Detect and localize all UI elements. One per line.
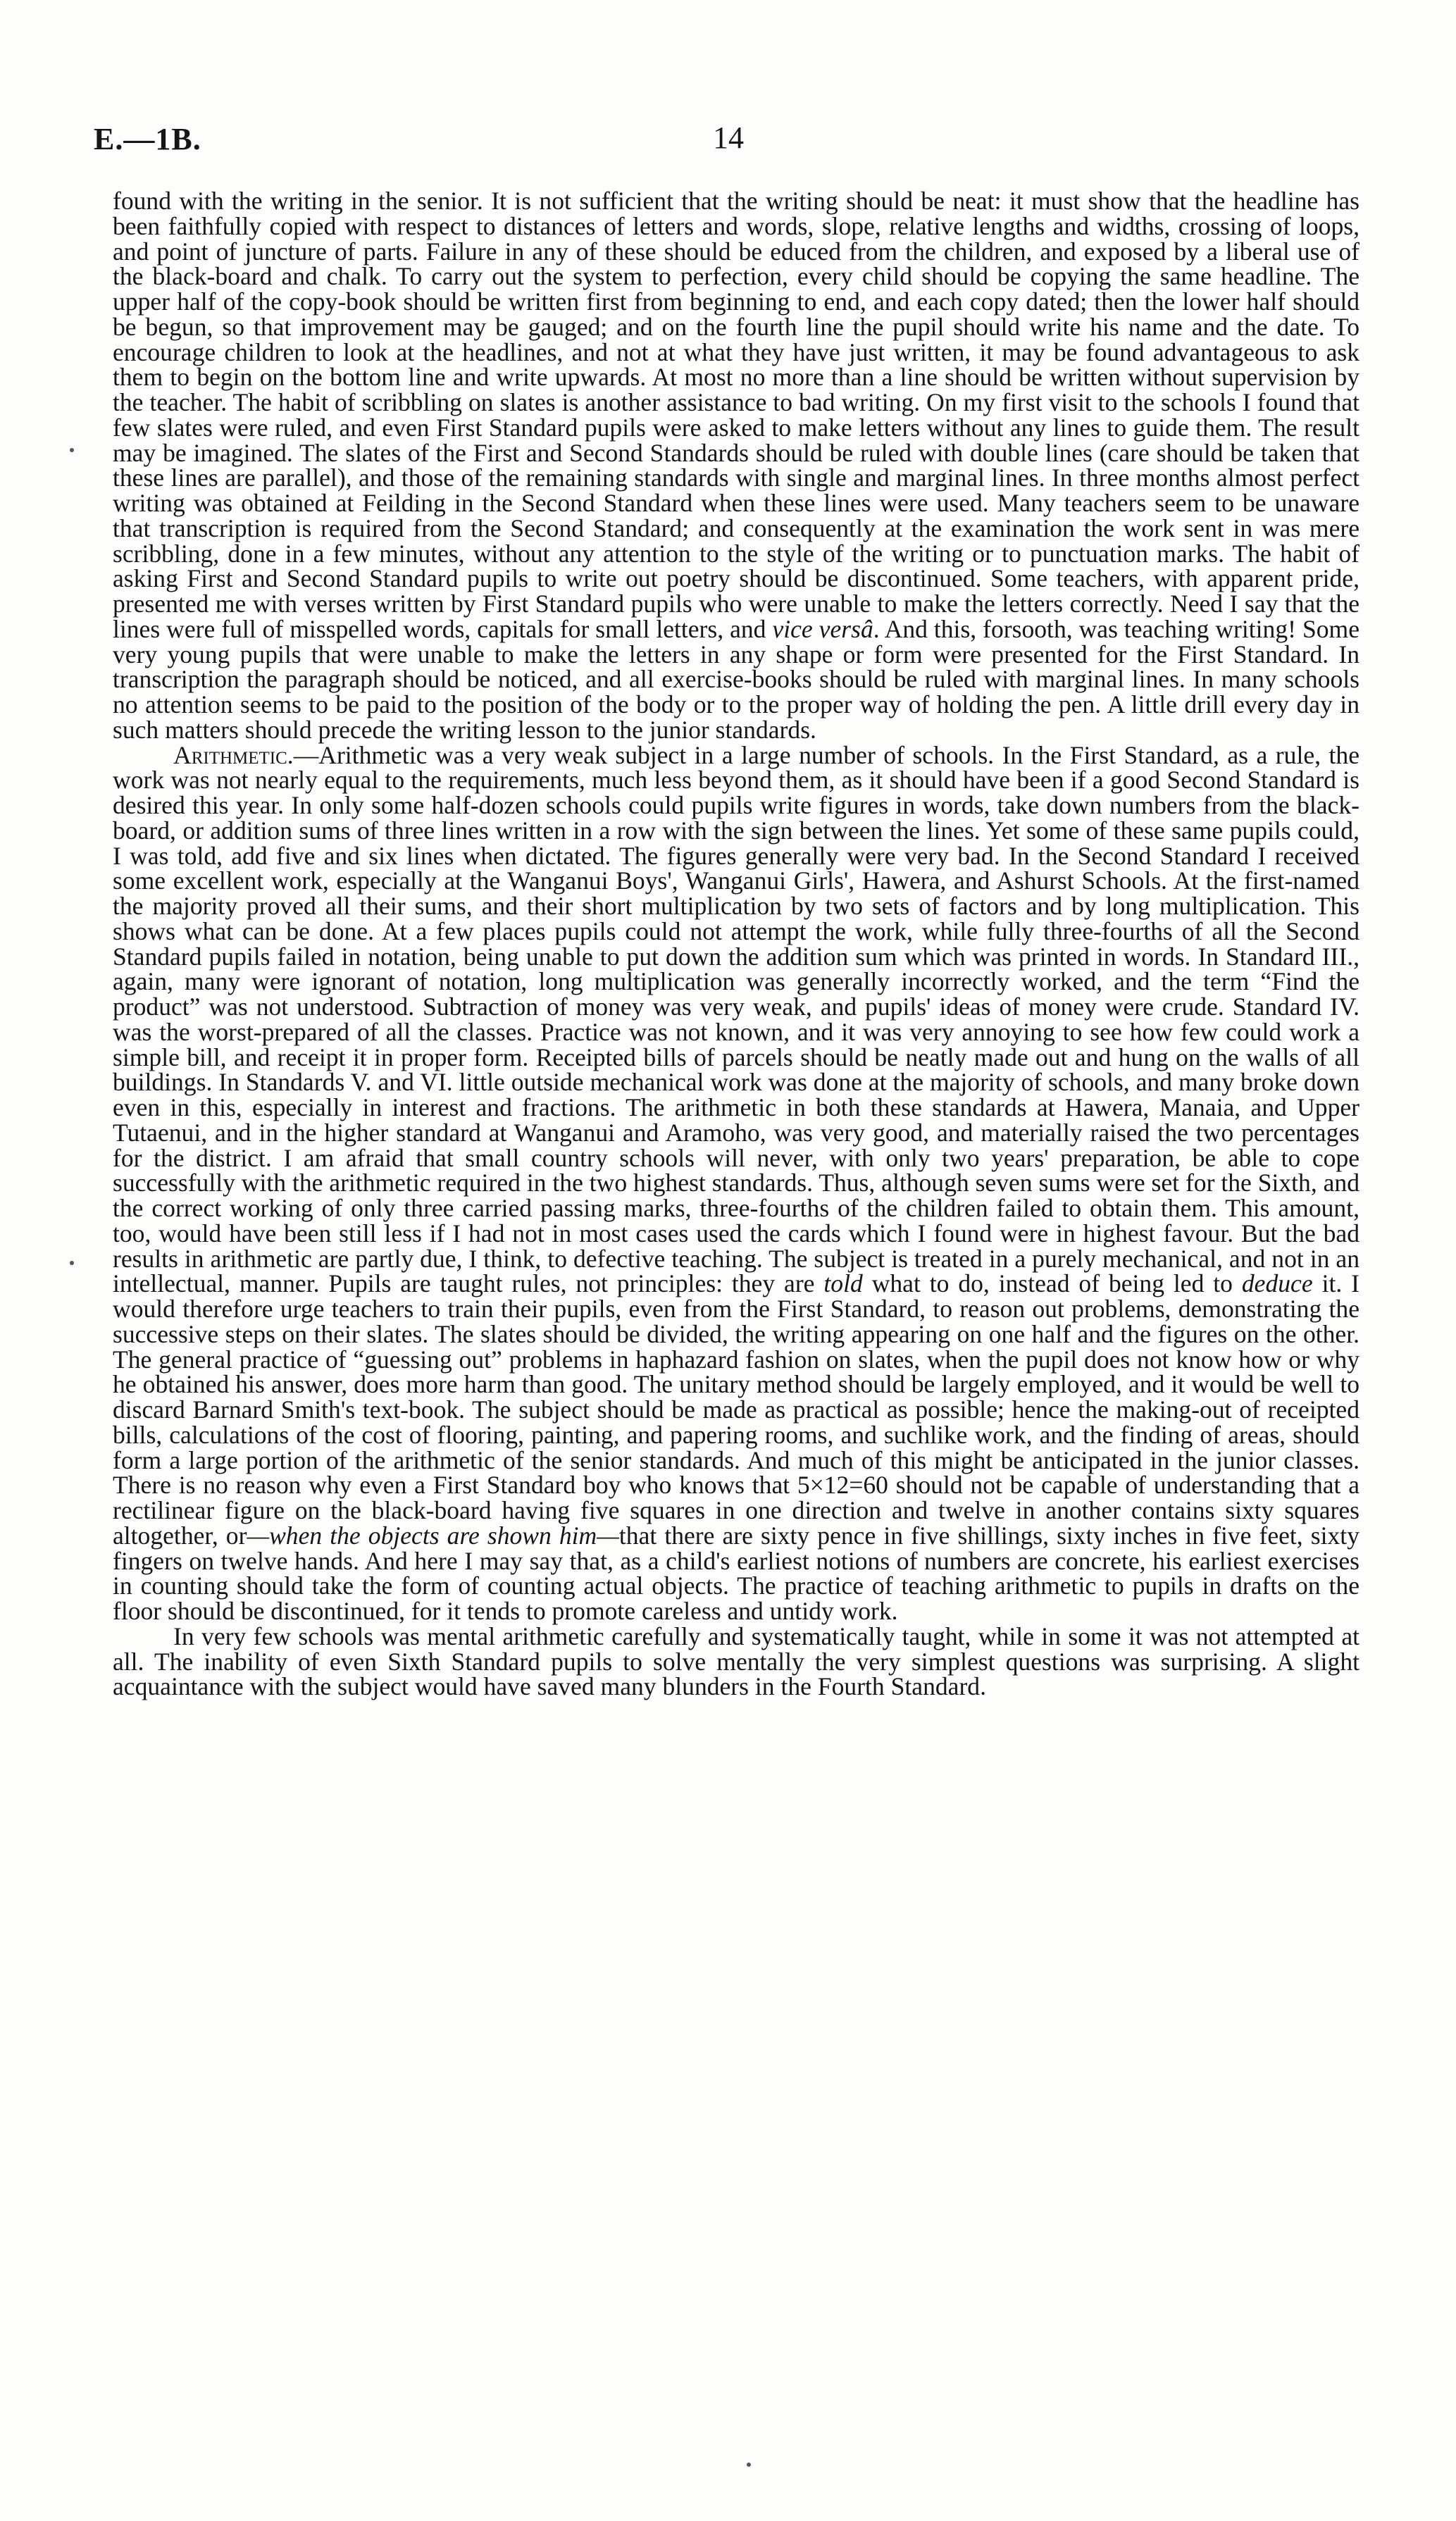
page-number: 14 — [713, 120, 744, 155]
paragraph-text: —Arithmetic was a very weak subject in a large number of schools. In the First Standard, as a rule, the work was not nearly equal to the requirements, much less beyond them, as it should have been if a good Second Standard is desired this year. In only some half-dozen schools could pupils write figures in words, take down numbers from the black-board, or addition sums of three lines written in a row with the sign between the lines. Yet some of these same pupils could, I was told, add five and six lines when dictated. The figures generally were very bad. In the Second Standard I received some excellent work, especially at the Wanganui Boys', Wanganui Girls', Hawera, and Ashurst Schools. At the first-named the majority proved all their sums, and their short multiplication by two sets of factors and by long multiplication. This shows what can be done. At a few places pupils could not attempt the work, while fully three-fourths of all the Second Standard pupils failed in notation, being unable to put down the addition sum which was printed in words. In Standard III., again, many were ignorant of notation, long multiplication was generally incorrectly worked, and the term “Find the product” was not understood. Subtraction of money was very weak, and pupils' ideas of money were crude. Standard IV. was the worst-prepared of all the classes. Practice was not known, and it was very annoying to see how few could work a simple bill, and receipt it in proper form. Receipted bills of parcels should be neatly made out and hung on the walls of all buildings. In Standards V. and VI. little outside mechanical work was done at the majority of schools, and many broke down even in this, especially in interest and fractions. The arithmetic in both these standards at Hawera, Manaia, and Upper Tutaenui, and in the higher standard at Wanganui and Aramoho, was very good, and materially raised the two percentages for the district. I am afraid that small country schools will never, with only two years' preparation, be able to cope successfully with the arithmetic required in the two highest standards. Thus, although seven sums were set for the Sixth, and the correct working of only three carried passing marks, three-fourths of the children failed to obtain them. This amount, too, would have been still less if I had not in most cases used the cards which I found were in highest favour. But the bad results in arithmetic are partly due, I think, to defective teaching. The subject is treated in a purely mechanical, and not in an intellectual, manner. Pupils are taught rules, not principles: they are — [113, 740, 1359, 1298]
paragraph-text: . And this, forsooth, was teaching writing! Some very young pupils that were unable to make the letters in any shape or form were presented for the First Standard. In transcription the paragraph should be noticed, and all exercise-books should be ruled with marginal lines. In many schools no attention seems to be paid to the position of the body or to the proper way of holding the pen. A little drill every day in such matters should precede the writing lesson to the junior standards. — [113, 614, 1359, 744]
italic-phrase: —when the objects are shown him— — [247, 1521, 619, 1550]
paragraph-text: what to do, instead of being led to — [871, 1269, 1233, 1298]
paragraph-arithmetic — [113, 740, 1359, 1625]
section-heading: Arithmetic. — [173, 740, 294, 769]
paragraph-mental-arithmetic — [113, 1621, 1359, 1701]
paragraph-writing — [113, 189, 1359, 743]
paragraph-text: In very few schools was mental arithmetic carefully and systematically taught, while in some it was not attempted at all. The inability of even Sixth Standard pupils to solve mentally the very simplest questions was surprising. A slight acquaintance with the subject would have saved many blunders in the Fourth Standard. — [113, 1621, 1359, 1701]
section-code: E.—1B. — [94, 122, 201, 156]
body-text — [113, 189, 1359, 1700]
paragraph-text: that there are sixty pence in five shillings, sixty inches in five feet, sixty fingers on twelve hands. And here I may say that, as a child's earliest notions of numbers are concrete, his earliest exercises in counting should take the form of counting actual objects. The practice of teaching arithmetic to pupils in drafts on the floor should be discontinued, for it tends to promote careless and untidy work. — [113, 1521, 1359, 1625]
italic-phrase: told — [823, 1269, 863, 1298]
page-speck — [70, 448, 74, 452]
paragraph-text: found with the writing in the senior. It is not sufficient that the writing should be neat: it must show that the headline has been faithfully copied with respect to distances of letters and words, slope, relative lengths and widths, crossing of loops, and point of juncture of parts. Failure in any of these should be educed from the children, and exposed by a liberal use of the black-board and chalk. To carry out the system to perfection, every child should be copying the same headline. The upper half of the copy-book should be written first from beginning to end, and each copy dated; then the lower half should be begun, so that improvement may be gauged; and on the fourth line the pupil should write his name and the date. To encourage children to look at the headlines, and not at what they have just written, it may be found advantageous to ask them to begin on the bottom line and write upwards. At most no more than a line should be written without supervision by the teacher. The habit of scribbling on slates is another assistance to bad writing. On my first visit to the schools I found that few slates were ruled, and even First Standard pupils were asked to make letters without any lines to guide them. The result may be imagined. The slates of the First and Second Standards should be ruled with double lines (care should be taken that these lines are parallel), and those of the remaining standards with single and marginal lines. In three months almost perfect writing was obtained at Feilding in the Second Standard when these lines were used. Many teachers seem to be unaware that transcription is required from the Second Standard; and consequently at the examination the work sent in was mere scribbling, done in a few minutes, without any attention to the style of the writing or to punctuation marks. The habit of asking First and Second Standard pupils to write out poetry should be discontinued. Some teachers, with apparent pride, presented me with verses written by First Standard pupils who were unable to make the letters correctly. Need I say that the lines were full of misspelled words, capitals for small letters, and — [113, 187, 1359, 643]
page-speck — [70, 1261, 74, 1265]
italic-phrase: vice versâ — [772, 614, 873, 643]
page-speck — [747, 2463, 751, 2467]
paragraph-text: it. I would therefore urge teachers to train their pupils, even from the First Standard, to reason out problems, demonstrating the successive steps on their slates. The slates should be divided, the writing appearing on one half and the figures on the other. The general practice of “guessing out” problems in haphazard fashion on slates, when the pupil does not know how or why he obtained his answer, does more harm than good. The unitary method should be largely employed, and it would be well to discard Barnard Smith's text-book. The subject should be made as practical as possible; hence the making-out of receipted bills, calculations of the cost of flooring, painting, and papering rooms, and suchlike work, and the finding of areas, should form a large portion of the arithmetic of the senior standards. And much of this might be anticipated in the junior classes. There is no reason why even a First Standard boy who knows that 5×12=60 should not be capable of understanding that a rectilinear figure on the black-board having five squares in one direction and twelve in another contains sixty squares altogether, or — [113, 1269, 1359, 1550]
italic-phrase: deduce — [1241, 1269, 1313, 1298]
